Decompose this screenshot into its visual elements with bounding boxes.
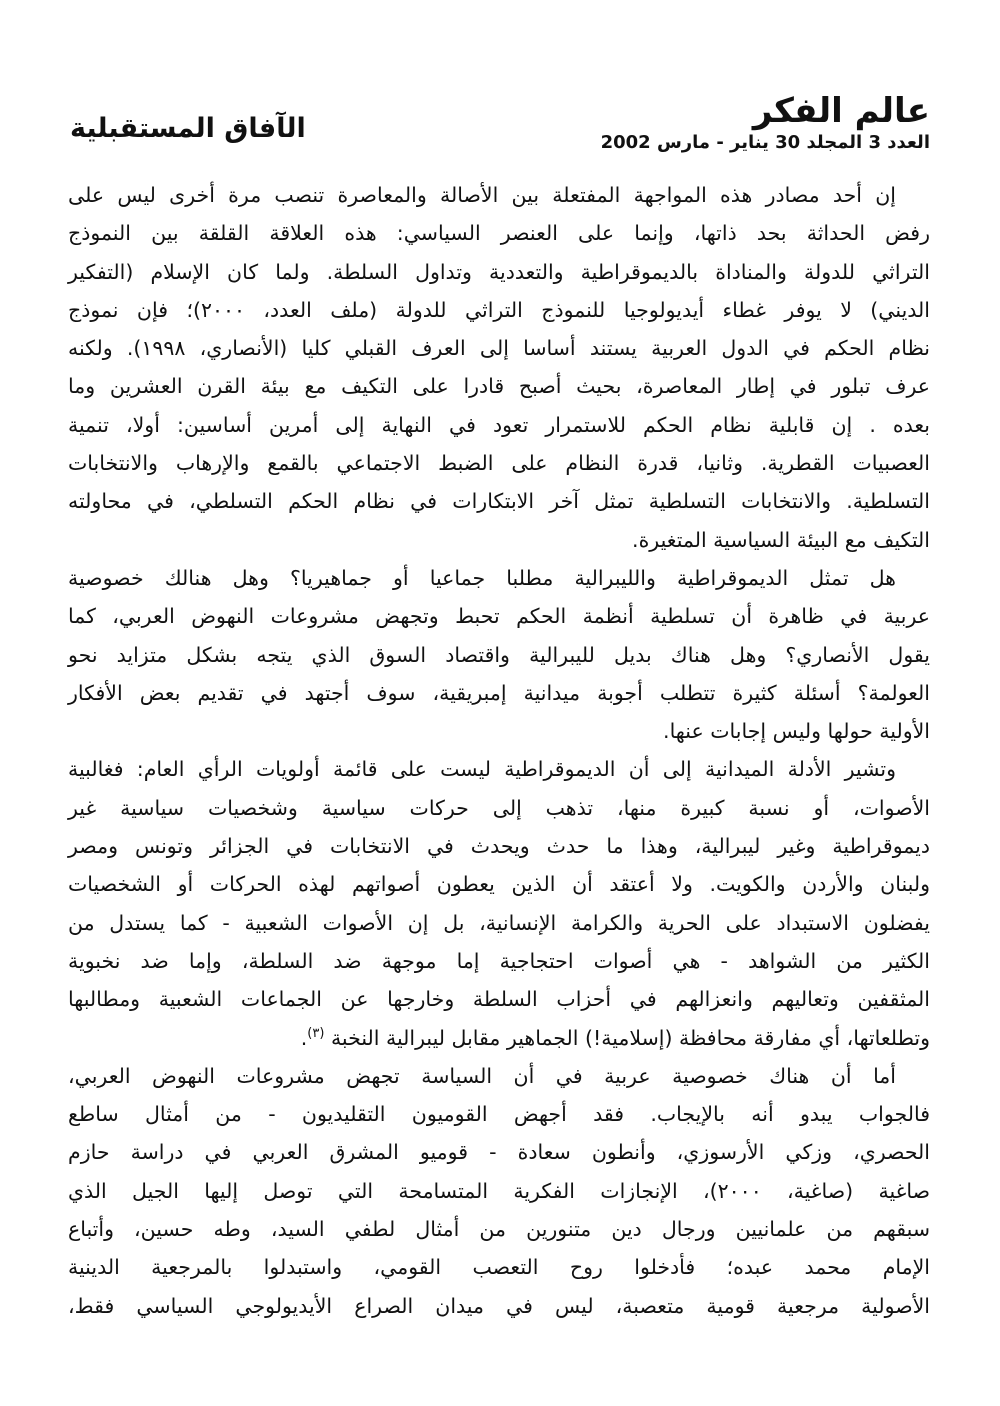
text-line: التراثي للدولة والمناداة بالديموقراطية والتعددية وتداول السلطة. ولما كان الإسلام (التفكير [68, 259, 930, 284]
text-line [68, 1019, 930, 1057]
text-line: عربية في ظاهرة أن تسلطية أنظمة الحكم تحبط وتجهض مشروعات النهوض العربي، كما [68, 604, 930, 629]
text-line: وتشير الأدلة الميدانية إلى أن الديموقراطية ليست على قائمة أولويات الرأي العام: فغالبية [68, 757, 896, 782]
text-line: رفض الحداثة بحد ذاتها، وإنما على العنصر السياسي: هذه العلاقة القلقة بين النموذج [68, 221, 930, 246]
text-line: التكيف مع البيئة السياسية المتغيرة. [632, 527, 930, 552]
text-line: عرف تبلور في إطار المعاصرة، بحيث أصبح قادرا على التكيف مع بيئة القرن العشرين وما [68, 374, 930, 399]
text-line: يقول الأنصاري؟ وهل هناك بديل لليبرالية واقتصاد السوق الذي يتجه بشكل متزايد نحو [68, 642, 930, 667]
journal-title: عالم الفكر [752, 91, 930, 131]
text-line: الأولية حولها وليس إجابات عنها. [663, 719, 930, 744]
text-line: إن أحد مصادر هذه المواجهة المفتعلة بين الأصالة والمعاصرة تنصب مرة أخرى ليس على [68, 183, 896, 207]
text-line: يفضلون الاستبداد على الحرية والكرامة الإنسانية، بل إن الأصوات الشعبية - كما يستدل من [68, 910, 930, 935]
text-line: ديموقراطية وغير ليبرالية، وهذا ما حدث ويحدث في الانتخابات في الجزائر وتونس ومصر [68, 834, 930, 859]
paragraph [68, 176, 930, 559]
text-line: فالجواب يبدو أنه بالإيجاب. فقد أجهض القوميون التقليديون - من أمثال ساطع [68, 1102, 930, 1127]
paragraph [68, 1057, 930, 1325]
text-line: نظام الحكم في الدول العربية يستند أساسا إلى العرف القبلي كليا (الأنصاري، ١٩٩٨). ولكنه [68, 336, 930, 361]
paragraph [68, 559, 930, 750]
article-body [68, 176, 930, 1325]
text-line: العصبيات القطرية. وثانيا، قدرة النظام على الضبط الاجتماعي بالقمع والإرهاب والانتخابات [68, 451, 930, 476]
text-line: الأصولية مرجعية قومية متعصبة، ليس في ميدان الصراع الأيديولوجي السياسي فقط، [68, 1293, 930, 1318]
page-header [70, 92, 930, 172]
text-line: صاغية (صاغية، ٢٠٠٠)، الإنجازات الفكرية المتسامحة التي توصل إليها الجيل الذي [68, 1178, 930, 1203]
text-line: سبقهم من علمانيين ورجال دين متنورين من أمثال لطفي السيد، وطه حسين، وأتباع [68, 1217, 930, 1242]
journal-masthead [601, 92, 930, 154]
text-line: هل تمثل الديموقراطية والليبرالية مطلبا جماعيا أو جماهيريا؟ وهل هنالك خصوصية [68, 565, 896, 590]
text-line: الأصوات، أو نسبة كبيرة منها، تذهب إلى حركات سياسية وشخصيات سياسية غير [68, 795, 930, 820]
text-line: الإمام محمد عبده؛ فأدخلوا روح التعصب القومي، واستبدلوا بالمرجعية الدينية [68, 1255, 930, 1280]
text-line: التسلطية. والانتخابات التسلطية تمثل آخر الابتكارات في نظام الحكم التسلطي، في محاولته [68, 489, 930, 514]
text-line: ولبنان والأردن والكويت. ولا أعتقد أن الذين يعطون أصواتهم لهذه الحركات أو الشخصيات [68, 872, 930, 897]
text-line: الحصري، وزكي الأرسوزي، وأنطون سعادة - قوميو المشرق العربي في دراسة حازم [68, 1140, 930, 1165]
text-line: العولمة؟ أسئلة كثيرة تتطلب أجوبة ميدانية إمبريقية، سوف أجتهد في تقديم بعض الأفكار [68, 680, 930, 705]
text-line: الديني) لا يوفر غطاء أيديولوجيا للنموذج التراثي للدولة (ملف العدد، ٢٠٠٠)؛ فإن نموذج [68, 297, 930, 322]
text-line-content: وتطلعاتها، أي مفارقة محافظة (إسلامية!) الجماهير مقابل ليبرالية النخبة [330, 1025, 930, 1050]
text-line: بعده . إن قابلية نظام الحكم للاستمرار تعود في النهاية إلى أمرين أساسين: أولا، تنمية [68, 412, 930, 437]
text-line: أما أن هناك خصوصية عربية في أن السياسة تجهض مشروعات النهوض العربي، [68, 1063, 896, 1088]
text-line: الكثير من الشواهد - هي أصوات احتجاجية إما موجهة ضد السلطة، وإما ضد نخبوية [68, 948, 930, 973]
section-title: الآفاق المستقبلية [70, 113, 306, 144]
footnote-trail: . [300, 1025, 308, 1050]
issue-info: العدد 3 المجلد 30 يناير - مارس 2002 [600, 132, 930, 153]
text-line: المثقفين وتعاليهم وانعزالهم في أحزاب السلطة وخارجها عن الجماعات الشعبية ومطالبها [68, 987, 930, 1012]
paragraph [68, 750, 930, 1056]
footnote-marker: (٣) [307, 1025, 325, 1041]
